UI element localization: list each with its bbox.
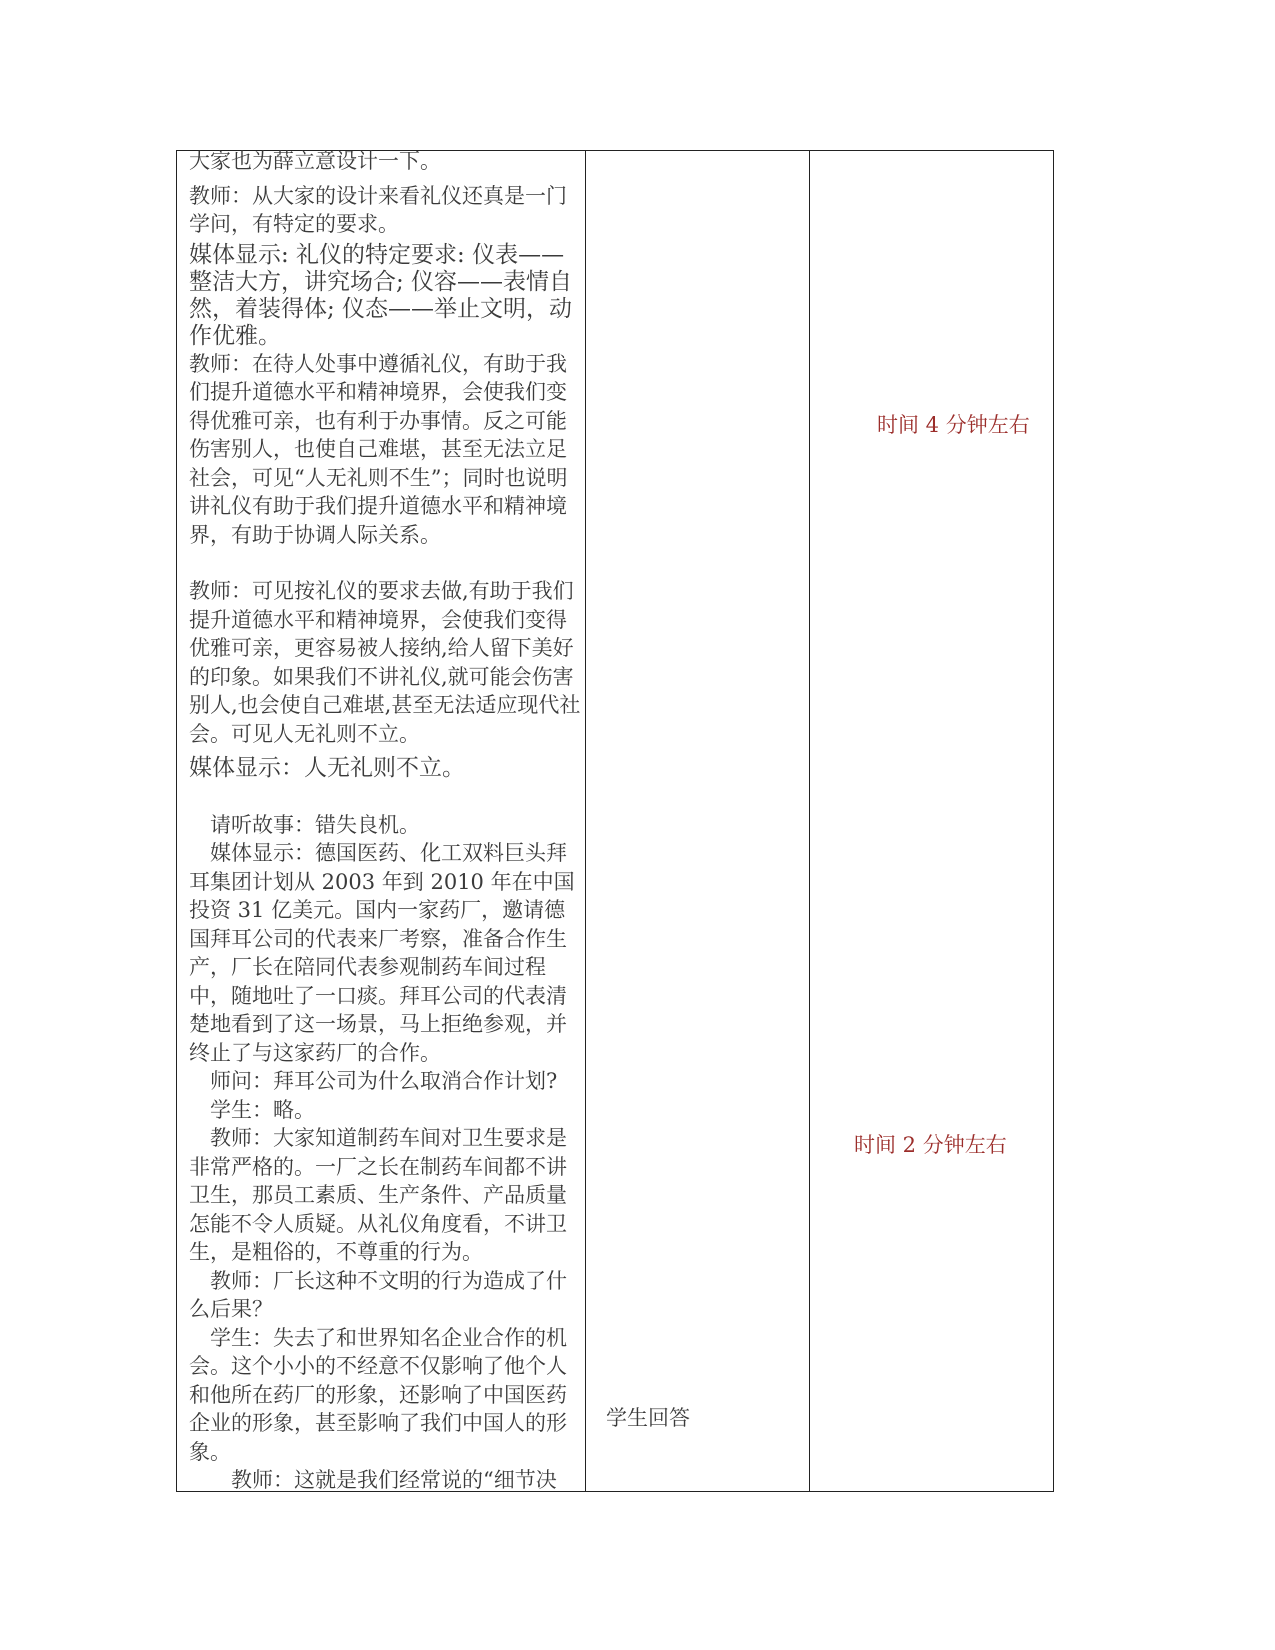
paragraph: 教师：大家知道制药车间对卫生要求是非常严格的。一厂之长在制药车间都不讲卫生，那员工素质、生产条件、产品质量怎能不令人质疑。从礼仪角度看，不讲卫生，是粗俗的，不尊重的行为。 xyxy=(189,1126,567,1264)
paragraph: 教师：在待人处事中遵循礼仪，有助于我们提升道德水平和精神境界，会使我们变得优雅可亲，也有利于办事情。反之可能伤害别人，也使自己难堪，甚至无法立足社会，可见“人无礼则不生”；同时也说明讲礼仪有助于我们提升道德水平和精神境界，有助于协调人际关系。 xyxy=(189,351,568,547)
paragraph: 大家也为薛立意设计一下。 xyxy=(189,149,441,173)
paragraph: 教师：这就是我们经常说的“细节决 xyxy=(231,1468,557,1492)
column-divider xyxy=(585,151,586,1491)
paragraph: 教师：从大家的设计来看礼仪还真是一门学问，有特定的要求。 xyxy=(189,183,567,236)
paragraph: 师问：拜耳公司为什么取消合作计划? xyxy=(210,1069,558,1093)
lesson-table xyxy=(176,150,1054,1492)
paragraph: 学生：略。 xyxy=(210,1097,315,1122)
lesson-content-column xyxy=(189,151,581,1495)
column-divider xyxy=(809,151,810,1491)
paragraph: 教师：可见按礼仪的要求去做,有助于我们提升道德水平和精神境界，会使我们变得优雅可亲，更容易被人接纳,给人留下美好的印象。如果我们不讲礼仪,就可能会伤害别人,也会使自己难堪,甚至无法适应现代社会。可见人无礼则不立。 xyxy=(189,579,581,746)
media-display-paragraph: 媒体显示：人无礼则不立。 xyxy=(189,755,465,781)
time-note: 时间 4 分钟左右 xyxy=(877,413,1030,437)
paragraph: 教师：厂长这种不文明的行为造成了什么后果？ xyxy=(189,1268,567,1321)
paragraph: 学生：失去了和世界知名企业合作的机会。这个小小的不经意不仅影响了他个人和他所在药厂的形象，还影响了中国医药企业的形象，甚至影响了我们中国人的形象。 xyxy=(189,1325,567,1464)
paragraph: 请听故事：错失良机。 xyxy=(210,812,420,837)
time-note: 时间 2 分钟左右 xyxy=(854,1133,1007,1157)
media-display-paragraph: 媒体显示: 礼仪的特定要求: 仪表——整洁大方，讲究场合; 仪容——表情自然，着装得体; 仪态——举止文明，动作优雅。 xyxy=(189,241,573,349)
student-answer-label: 学生回答 xyxy=(606,1406,690,1430)
media-display-paragraph: 媒体显示：德国医药、化工双料巨头拜耳集团计划从 2003 年到 2010 年在中国投资 31 亿美元。国内一家药厂，邀请德国拜耳公司的代表来厂考察，准备合作生产，厂长在陪同代表参观制药车间过程中，随地吐了一口痰。拜耳公司的代表清楚地看到了这一场景，马上拒绝参观，并终止了与这家药厂的合作。 xyxy=(189,841,575,1065)
